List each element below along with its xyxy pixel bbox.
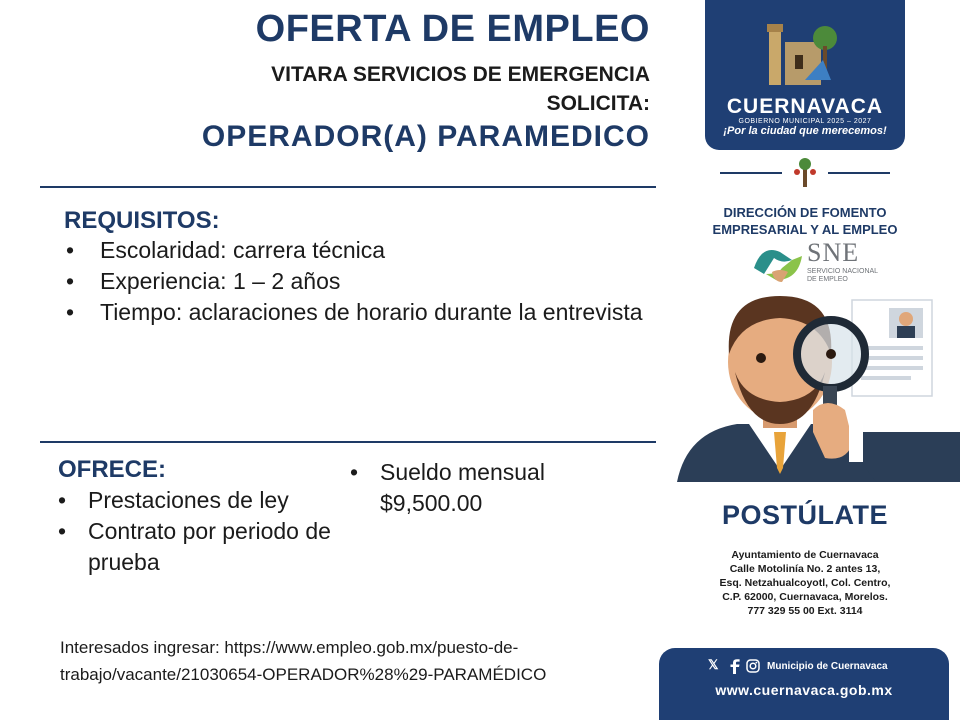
list-item: • Experiencia: 1 – 2 años [64, 266, 654, 297]
instagram-icon[interactable] [746, 659, 760, 673]
address-line: Calle Motolinía No. 2 antes 13, [729, 563, 881, 575]
facebook-icon[interactable] [730, 659, 740, 674]
footer-municipio: Municipio de Cuernavaca [767, 661, 888, 672]
salary-section [350, 457, 610, 519]
position-title: OPERADOR(A) PARAMEDICO [201, 120, 650, 153]
company-line-1: VITARA SERVICIOS DE EMERGENCIA [271, 63, 650, 86]
requisitos-section [64, 207, 654, 328]
company-name [120, 60, 650, 118]
list-item: • Escolaridad: carrera técnica [64, 235, 654, 266]
page-title: OFERTA DE EMPLEO [255, 8, 650, 50]
sne-handshake-icon [752, 238, 804, 286]
requisitos-list [64, 235, 654, 328]
direccion-label: DIRECCIÓN DE FOMENTO EMPRESARIAL Y AL EMPLEO [712, 205, 898, 237]
application-link[interactable]: Interesados ingresar: https://www.empleo.gob.mx/puesto-de-trabajo/vacante/21030654-OPERADOR%28%29-PARAMÉDICO [60, 638, 547, 684]
list-item: • Tiempo: aclaraciones de horario durante la entrevista [64, 297, 654, 328]
sne-logo-text: SNE [807, 238, 860, 267]
ornament-divider-icon [720, 155, 890, 191]
address-line: C.P. 62000, Cuernavaca, Morelos. [722, 591, 888, 603]
ofrece-section [58, 456, 348, 578]
footer-url[interactable]: www.cuernavaca.gob.mx [715, 682, 893, 698]
city-name: CUERNAVACA [726, 95, 884, 118]
tagline: ¡Por la ciudad que merecemos! [723, 125, 887, 137]
postulate-heading: POSTÚLATE [722, 500, 888, 530]
list-item: • Sueldo mensual $9,500.00 [350, 457, 610, 519]
requisitos-heading: REQUISITOS: [64, 207, 220, 234]
ofrece-heading: OFRECE: [58, 456, 166, 483]
list-item: • Prestaciones de ley [58, 485, 348, 516]
address-block [680, 548, 930, 618]
divider [40, 186, 656, 188]
company-line-2: SOLICITA: [546, 92, 650, 115]
x-icon[interactable]: 𝕏 [708, 657, 719, 672]
salary-list [350, 457, 610, 519]
address-line: 777 329 55 00 Ext. 3114 [747, 605, 863, 617]
address-line: Ayuntamiento de Cuernavaca [731, 549, 879, 561]
city-emblem-icon [705, 0, 905, 95]
list-item: • Contrato por periodo de prueba [58, 516, 348, 578]
ofrece-list [58, 485, 348, 578]
gobierno-label: GOBIERNO MUNICIPAL 2025 – 2027 [738, 118, 872, 125]
address-line: Esq. Netzahualcoyotl, Col. Centro, [719, 577, 891, 589]
divider [40, 441, 656, 443]
recruiter-illustration [677, 292, 960, 482]
sne-subtitle: SERVICIO NACIONAL DE EMPLEO [807, 268, 878, 283]
